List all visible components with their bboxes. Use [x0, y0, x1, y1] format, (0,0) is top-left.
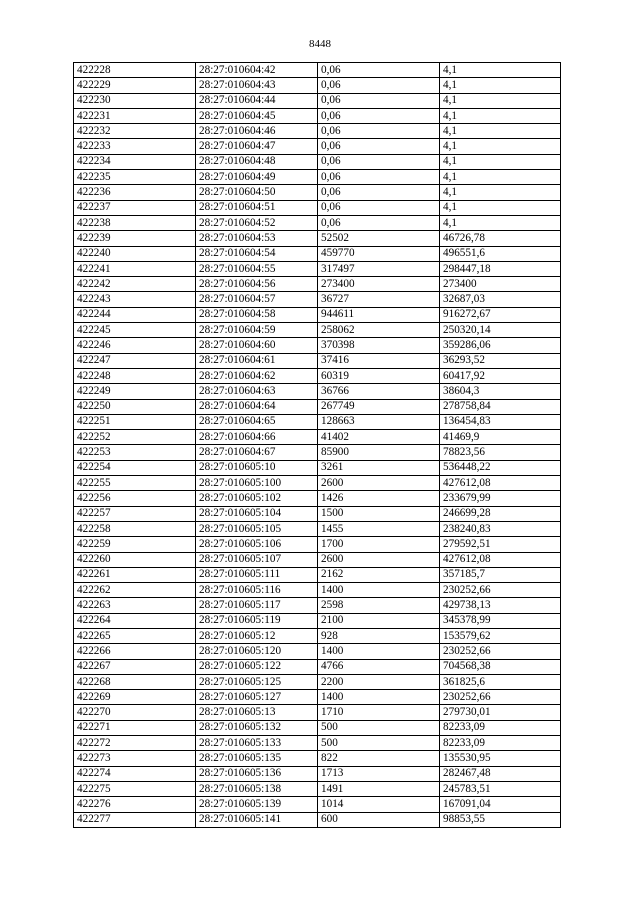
area-cell: 0,06 — [318, 139, 440, 154]
table-row — [74, 521, 561, 536]
area-cell: 0,06 — [318, 170, 440, 185]
value-cell: 98853,55 — [440, 812, 561, 827]
row-number-cell: 422248 — [74, 368, 196, 383]
cadastral-number-cell: 28:27:010605:106 — [196, 537, 318, 552]
table-row — [74, 108, 561, 123]
cadastral-number-cell: 28:27:010605:100 — [196, 476, 318, 491]
table-row — [74, 720, 561, 735]
cadastral-number-cell: 28:27:010605:125 — [196, 674, 318, 689]
table-row — [74, 598, 561, 613]
value-cell: 427612,08 — [440, 476, 561, 491]
area-cell: 37416 — [318, 353, 440, 368]
area-cell: 500 — [318, 736, 440, 751]
value-cell: 60417,92 — [440, 368, 561, 383]
table-row — [74, 460, 561, 475]
table-row — [74, 613, 561, 628]
table-row — [74, 751, 561, 766]
row-number-cell: 422251 — [74, 414, 196, 429]
table-row — [74, 63, 561, 78]
row-number-cell: 422264 — [74, 613, 196, 628]
cadastral-number-cell: 28:27:010605:13 — [196, 705, 318, 720]
cadastral-number-cell: 28:27:010604:55 — [196, 261, 318, 276]
value-cell: 245783,51 — [440, 781, 561, 796]
row-number-cell: 422257 — [74, 506, 196, 521]
table-row — [74, 154, 561, 169]
page-number: 8448 — [309, 38, 331, 50]
area-cell: 0,06 — [318, 154, 440, 169]
table-row — [74, 93, 561, 108]
table-row — [74, 567, 561, 582]
cadastral-number-cell: 28:27:010605:120 — [196, 644, 318, 659]
row-number-cell: 422228 — [74, 63, 196, 78]
row-number-cell: 422237 — [74, 200, 196, 215]
table-row — [74, 399, 561, 414]
cadastral-number-cell: 28:27:010604:61 — [196, 353, 318, 368]
value-cell: 41469,9 — [440, 430, 561, 445]
value-cell: 250320,14 — [440, 323, 561, 338]
value-cell: 32687,03 — [440, 292, 561, 307]
cadastral-number-cell: 28:27:010604:64 — [196, 399, 318, 414]
table-row — [74, 124, 561, 139]
area-cell: 52502 — [318, 231, 440, 246]
area-cell: 944611 — [318, 307, 440, 322]
cadastral-number-cell: 28:27:010605:122 — [196, 659, 318, 674]
area-cell: 1491 — [318, 781, 440, 796]
value-cell: 345378,99 — [440, 613, 561, 628]
value-cell: 230252,66 — [440, 690, 561, 705]
cadastral-number-cell: 28:27:010605:141 — [196, 812, 318, 827]
row-number-cell: 422256 — [74, 491, 196, 506]
area-cell: 1713 — [318, 766, 440, 781]
value-cell: 427612,08 — [440, 552, 561, 567]
cadastral-number-cell: 28:27:010604:48 — [196, 154, 318, 169]
cadastral-number-cell: 28:27:010604:66 — [196, 430, 318, 445]
cadastral-number-cell: 28:27:010605:107 — [196, 552, 318, 567]
row-number-cell: 422240 — [74, 246, 196, 261]
row-number-cell: 422235 — [74, 170, 196, 185]
row-number-cell: 422236 — [74, 185, 196, 200]
cadastral-number-cell: 28:27:010604:54 — [196, 246, 318, 261]
table-row — [74, 353, 561, 368]
area-cell: 3261 — [318, 460, 440, 475]
cadastral-number-cell: 28:27:010604:44 — [196, 93, 318, 108]
area-cell: 0,06 — [318, 185, 440, 200]
row-number-cell: 422238 — [74, 215, 196, 230]
area-cell: 267749 — [318, 399, 440, 414]
data-table — [73, 62, 561, 828]
cadastral-number-cell: 28:27:010604:42 — [196, 63, 318, 78]
cadastral-number-cell: 28:27:010604:46 — [196, 124, 318, 139]
row-number-cell: 422269 — [74, 690, 196, 705]
value-cell: 82233,09 — [440, 736, 561, 751]
cadastral-number-cell: 28:27:010604:43 — [196, 78, 318, 93]
value-cell: 4,1 — [440, 200, 561, 215]
cadastral-number-cell: 28:27:010604:67 — [196, 445, 318, 460]
value-cell: 4,1 — [440, 78, 561, 93]
row-number-cell: 422244 — [74, 307, 196, 322]
value-cell: 279592,51 — [440, 537, 561, 552]
value-cell: 233679,99 — [440, 491, 561, 506]
value-cell: 4,1 — [440, 154, 561, 169]
area-cell: 273400 — [318, 277, 440, 292]
area-cell: 1400 — [318, 690, 440, 705]
area-cell: 317497 — [318, 261, 440, 276]
table-row — [74, 644, 561, 659]
cadastral-number-cell: 28:27:010605:119 — [196, 613, 318, 628]
cadastral-number-cell: 28:27:010605:105 — [196, 521, 318, 536]
cadastral-number-cell: 28:27:010604:65 — [196, 414, 318, 429]
area-cell: 1400 — [318, 583, 440, 598]
table-row — [74, 338, 561, 353]
cadastral-number-cell: 28:27:010604:49 — [196, 170, 318, 185]
row-number-cell: 422250 — [74, 399, 196, 414]
value-cell: 298447,18 — [440, 261, 561, 276]
table-row — [74, 659, 561, 674]
area-cell: 2100 — [318, 613, 440, 628]
area-cell: 1014 — [318, 797, 440, 812]
area-cell: 500 — [318, 720, 440, 735]
value-cell: 4,1 — [440, 170, 561, 185]
area-cell: 0,06 — [318, 78, 440, 93]
area-cell: 4766 — [318, 659, 440, 674]
value-cell: 278758,84 — [440, 399, 561, 414]
row-number-cell: 422254 — [74, 460, 196, 475]
area-cell: 60319 — [318, 368, 440, 383]
value-cell: 282467,48 — [440, 766, 561, 781]
value-cell: 167091,04 — [440, 797, 561, 812]
value-cell: 496551,6 — [440, 246, 561, 261]
area-cell: 36766 — [318, 384, 440, 399]
row-number-cell: 422233 — [74, 139, 196, 154]
cadastral-number-cell: 28:27:010604:63 — [196, 384, 318, 399]
table-row — [74, 307, 561, 322]
table-row — [74, 246, 561, 261]
cadastral-number-cell: 28:27:010605:116 — [196, 583, 318, 598]
area-cell: 822 — [318, 751, 440, 766]
area-cell: 1710 — [318, 705, 440, 720]
table-row — [74, 537, 561, 552]
row-number-cell: 422241 — [74, 261, 196, 276]
value-cell: 82233,09 — [440, 720, 561, 735]
value-cell: 536448,22 — [440, 460, 561, 475]
area-cell: 459770 — [318, 246, 440, 261]
row-number-cell: 422270 — [74, 705, 196, 720]
value-cell: 4,1 — [440, 185, 561, 200]
table-row — [74, 384, 561, 399]
cadastral-number-cell: 28:27:010605:127 — [196, 690, 318, 705]
cadastral-number-cell: 28:27:010605:132 — [196, 720, 318, 735]
area-cell: 1400 — [318, 644, 440, 659]
row-number-cell: 422265 — [74, 628, 196, 643]
value-cell: 429738,13 — [440, 598, 561, 613]
table-row — [74, 368, 561, 383]
cadastral-number-cell: 28:27:010604:56 — [196, 277, 318, 292]
value-cell: 238240,83 — [440, 521, 561, 536]
table-row — [74, 736, 561, 751]
cadastral-number-cell: 28:27:010605:138 — [196, 781, 318, 796]
value-cell: 4,1 — [440, 63, 561, 78]
value-cell: 273400 — [440, 277, 561, 292]
cadastral-number-cell: 28:27:010605:133 — [196, 736, 318, 751]
cadastral-number-cell: 28:27:010604:59 — [196, 323, 318, 338]
row-number-cell: 422255 — [74, 476, 196, 491]
area-cell: 2162 — [318, 567, 440, 582]
row-number-cell: 422230 — [74, 93, 196, 108]
row-number-cell: 422245 — [74, 323, 196, 338]
table-row — [74, 797, 561, 812]
area-cell: 370398 — [318, 338, 440, 353]
table-row — [74, 139, 561, 154]
value-cell: 153579,62 — [440, 628, 561, 643]
area-cell: 1426 — [318, 491, 440, 506]
area-cell: 928 — [318, 628, 440, 643]
table-row — [74, 705, 561, 720]
table-row — [74, 552, 561, 567]
value-cell: 135530,95 — [440, 751, 561, 766]
cadastral-number-cell: 28:27:010604:57 — [196, 292, 318, 307]
area-cell: 1700 — [318, 537, 440, 552]
value-cell: 916272,67 — [440, 307, 561, 322]
area-cell: 128663 — [318, 414, 440, 429]
value-cell: 230252,66 — [440, 644, 561, 659]
cadastral-number-cell: 28:27:010604:58 — [196, 307, 318, 322]
cadastral-number-cell: 28:27:010605:104 — [196, 506, 318, 521]
cadastral-number-cell: 28:27:010605:12 — [196, 628, 318, 643]
area-cell: 41402 — [318, 430, 440, 445]
row-number-cell: 422239 — [74, 231, 196, 246]
table-row — [74, 414, 561, 429]
area-cell: 600 — [318, 812, 440, 827]
row-number-cell: 422246 — [74, 338, 196, 353]
value-cell: 4,1 — [440, 93, 561, 108]
area-cell: 1455 — [318, 521, 440, 536]
table-row — [74, 476, 561, 491]
area-cell: 0,06 — [318, 215, 440, 230]
area-cell: 0,06 — [318, 124, 440, 139]
area-cell: 0,06 — [318, 93, 440, 108]
cadastral-number-cell: 28:27:010604:60 — [196, 338, 318, 353]
table-row — [74, 430, 561, 445]
table-row — [74, 491, 561, 506]
table-row — [74, 185, 561, 200]
row-number-cell: 422263 — [74, 598, 196, 613]
table-row — [74, 277, 561, 292]
row-number-cell: 422273 — [74, 751, 196, 766]
row-number-cell: 422275 — [74, 781, 196, 796]
row-number-cell: 422243 — [74, 292, 196, 307]
value-cell: 4,1 — [440, 108, 561, 123]
area-cell: 2598 — [318, 598, 440, 613]
row-number-cell: 422268 — [74, 674, 196, 689]
area-cell: 36727 — [318, 292, 440, 307]
row-number-cell: 422252 — [74, 430, 196, 445]
value-cell: 36293,52 — [440, 353, 561, 368]
cadastral-number-cell: 28:27:010605:117 — [196, 598, 318, 613]
cadastral-number-cell: 28:27:010605:136 — [196, 766, 318, 781]
value-cell: 78823,56 — [440, 445, 561, 460]
row-number-cell: 422276 — [74, 797, 196, 812]
table-row — [74, 78, 561, 93]
row-number-cell: 422277 — [74, 812, 196, 827]
value-cell: 38604,3 — [440, 384, 561, 399]
row-number-cell: 422260 — [74, 552, 196, 567]
table-row — [74, 323, 561, 338]
area-cell: 2600 — [318, 476, 440, 491]
value-cell: 359286,06 — [440, 338, 561, 353]
value-cell: 246699,28 — [440, 506, 561, 521]
row-number-cell: 422261 — [74, 567, 196, 582]
cadastral-number-cell: 28:27:010605:10 — [196, 460, 318, 475]
value-cell: 4,1 — [440, 139, 561, 154]
table-row — [74, 445, 561, 460]
row-number-cell: 422232 — [74, 124, 196, 139]
row-number-cell: 422262 — [74, 583, 196, 598]
area-cell: 1500 — [318, 506, 440, 521]
value-cell: 704568,38 — [440, 659, 561, 674]
row-number-cell: 422229 — [74, 78, 196, 93]
area-cell: 258062 — [318, 323, 440, 338]
cadastral-number-cell: 28:27:010604:53 — [196, 231, 318, 246]
table-row — [74, 506, 561, 521]
area-cell: 2600 — [318, 552, 440, 567]
value-cell: 46726,78 — [440, 231, 561, 246]
value-cell: 4,1 — [440, 215, 561, 230]
table-row — [74, 261, 561, 276]
row-number-cell: 422258 — [74, 521, 196, 536]
cadastral-number-cell: 28:27:010605:139 — [196, 797, 318, 812]
table-row — [74, 781, 561, 796]
area-cell: 2200 — [318, 674, 440, 689]
value-cell: 136454,83 — [440, 414, 561, 429]
area-cell: 85900 — [318, 445, 440, 460]
value-cell: 361825,6 — [440, 674, 561, 689]
table-row — [74, 766, 561, 781]
row-number-cell: 422271 — [74, 720, 196, 735]
cadastral-number-cell: 28:27:010604:45 — [196, 108, 318, 123]
table-row — [74, 215, 561, 230]
cadastral-number-cell: 28:27:010604:47 — [196, 139, 318, 154]
cadastral-number-cell: 28:27:010604:62 — [196, 368, 318, 383]
value-cell: 230252,66 — [440, 583, 561, 598]
cadastral-number-cell: 28:27:010604:52 — [196, 215, 318, 230]
row-number-cell: 422234 — [74, 154, 196, 169]
table-row — [74, 583, 561, 598]
row-number-cell: 422259 — [74, 537, 196, 552]
row-number-cell: 422267 — [74, 659, 196, 674]
value-cell: 4,1 — [440, 124, 561, 139]
table-row — [74, 690, 561, 705]
row-number-cell: 422266 — [74, 644, 196, 659]
table-row — [74, 812, 561, 827]
table-row — [74, 674, 561, 689]
value-cell: 357185,7 — [440, 567, 561, 582]
row-number-cell: 422242 — [74, 277, 196, 292]
table-row — [74, 231, 561, 246]
table-row — [74, 292, 561, 307]
cadastral-number-cell: 28:27:010604:50 — [196, 185, 318, 200]
area-cell: 0,06 — [318, 108, 440, 123]
row-number-cell: 422247 — [74, 353, 196, 368]
cadastral-number-cell: 28:27:010605:111 — [196, 567, 318, 582]
row-number-cell: 422272 — [74, 736, 196, 751]
row-number-cell: 422231 — [74, 108, 196, 123]
table-body — [74, 63, 561, 828]
table-row — [74, 170, 561, 185]
area-cell: 0,06 — [318, 63, 440, 78]
cadastral-number-cell: 28:27:010605:135 — [196, 751, 318, 766]
row-number-cell: 422249 — [74, 384, 196, 399]
row-number-cell: 422253 — [74, 445, 196, 460]
area-cell: 0,06 — [318, 200, 440, 215]
table-row — [74, 200, 561, 215]
cadastral-number-cell: 28:27:010605:102 — [196, 491, 318, 506]
cadastral-number-cell: 28:27:010604:51 — [196, 200, 318, 215]
value-cell: 279730,01 — [440, 705, 561, 720]
row-number-cell: 422274 — [74, 766, 196, 781]
table-row — [74, 628, 561, 643]
